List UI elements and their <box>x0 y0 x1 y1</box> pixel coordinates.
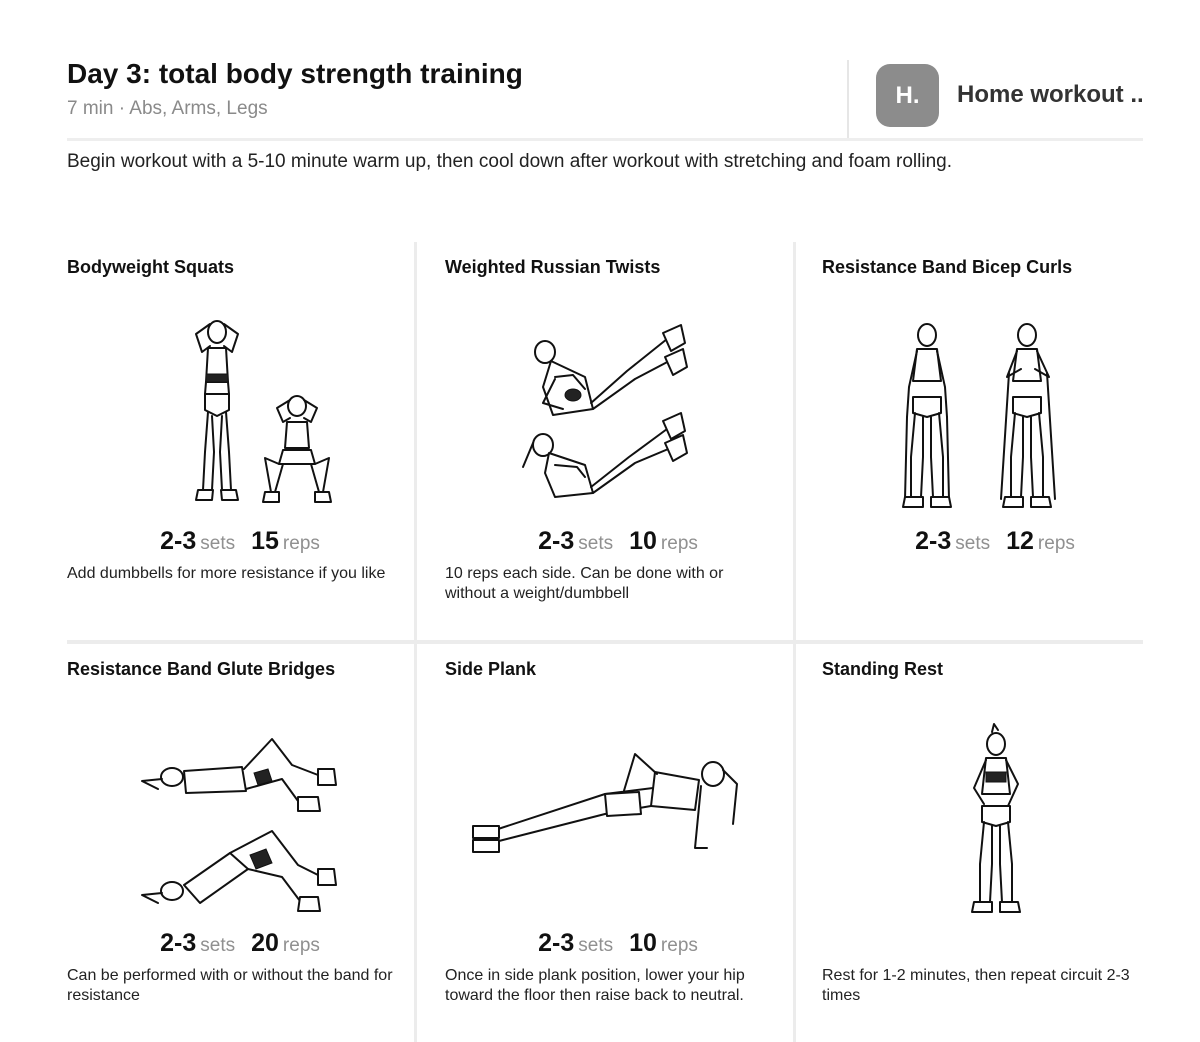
exercise-stats <box>445 527 791 556</box>
exercise-stats <box>67 527 413 556</box>
reps-value: 10 <box>629 929 657 957</box>
glute-bridge-figures-icon <box>107 714 377 924</box>
workout-meta: 7 min · Abs, Arms, Legs <box>67 98 268 119</box>
sets-value: 2-3 <box>160 527 197 555</box>
exercise-card[interactable] <box>67 644 413 1042</box>
sets-value: 2-3 <box>538 929 575 957</box>
sets-value: 2-3 <box>915 527 952 555</box>
brand-avatar[interactable]: H. <box>876 64 939 127</box>
exercise-card[interactable] <box>445 242 791 640</box>
exercise-card[interactable] <box>67 242 413 640</box>
exercise-stats <box>67 929 413 958</box>
exercise-note: Can be performed with or without the band for resistance <box>67 967 393 1004</box>
exercise-note: Add dumbbells for more resistance if you like <box>67 565 386 582</box>
brand-name-link[interactable]: Home workout .. <box>957 81 1144 108</box>
sets-value: 2-3 <box>538 527 575 555</box>
reps-value: 15 <box>251 527 279 555</box>
sets-label: sets <box>200 935 236 956</box>
squat-figures-icon <box>107 312 377 522</box>
bicep-curl-figures-icon <box>862 312 1132 522</box>
reps-label: reps <box>1037 533 1075 554</box>
standing-figure-icon <box>862 714 1132 924</box>
exercise-name: Resistance Band Glute Bridges <box>67 659 336 679</box>
exercise-card[interactable] <box>445 644 791 1042</box>
exercise-note: Once in side plank position, lower your hip toward the floor then raise back to neutral. <box>445 967 745 1004</box>
sets-label: sets <box>955 533 991 554</box>
exercise-name: Side Plank <box>445 659 537 679</box>
sets-label: sets <box>200 533 236 554</box>
reps-label: reps <box>282 935 320 956</box>
exercise-card[interactable] <box>822 242 1168 640</box>
exercise-card[interactable] <box>822 644 1168 1042</box>
workout-intro-text: Begin workout with a 5-10 minute warm up, then cool down after workout with stretching and foam rolling. <box>67 151 953 172</box>
exercise-stats <box>822 527 1168 556</box>
workout-header <box>0 0 1200 172</box>
sets-label: sets <box>578 935 614 956</box>
exercise-name: Resistance Band Bicep Curls <box>822 257 1073 277</box>
reps-label: reps <box>282 533 320 554</box>
header-divider <box>847 60 849 138</box>
exercise-name: Standing Rest <box>822 659 944 679</box>
exercise-name: Weighted Russian Twists <box>445 257 661 277</box>
header-bottom-divider <box>67 138 1143 141</box>
exercise-stats <box>445 929 791 958</box>
russian-twist-figures-icon <box>485 312 755 522</box>
reps-value: 20 <box>251 929 279 957</box>
page-title: Day 3: total body strength training <box>67 58 523 89</box>
exercise-name: Bodyweight Squats <box>67 257 235 277</box>
side-plank-figure-icon <box>455 714 755 924</box>
reps-value: 10 <box>629 527 657 555</box>
reps-label: reps <box>660 935 698 956</box>
sets-value: 2-3 <box>160 929 197 957</box>
reps-label: reps <box>660 533 698 554</box>
sets-label: sets <box>578 533 614 554</box>
exercise-note: Rest for 1-2 minutes, then repeat circuit 2-3 times <box>822 967 1130 1004</box>
reps-value: 12 <box>1006 527 1034 555</box>
exercise-note: 10 reps each side. Can be done with or without a weight/dumbbell <box>445 565 724 602</box>
exercise-grid <box>67 242 1143 1042</box>
